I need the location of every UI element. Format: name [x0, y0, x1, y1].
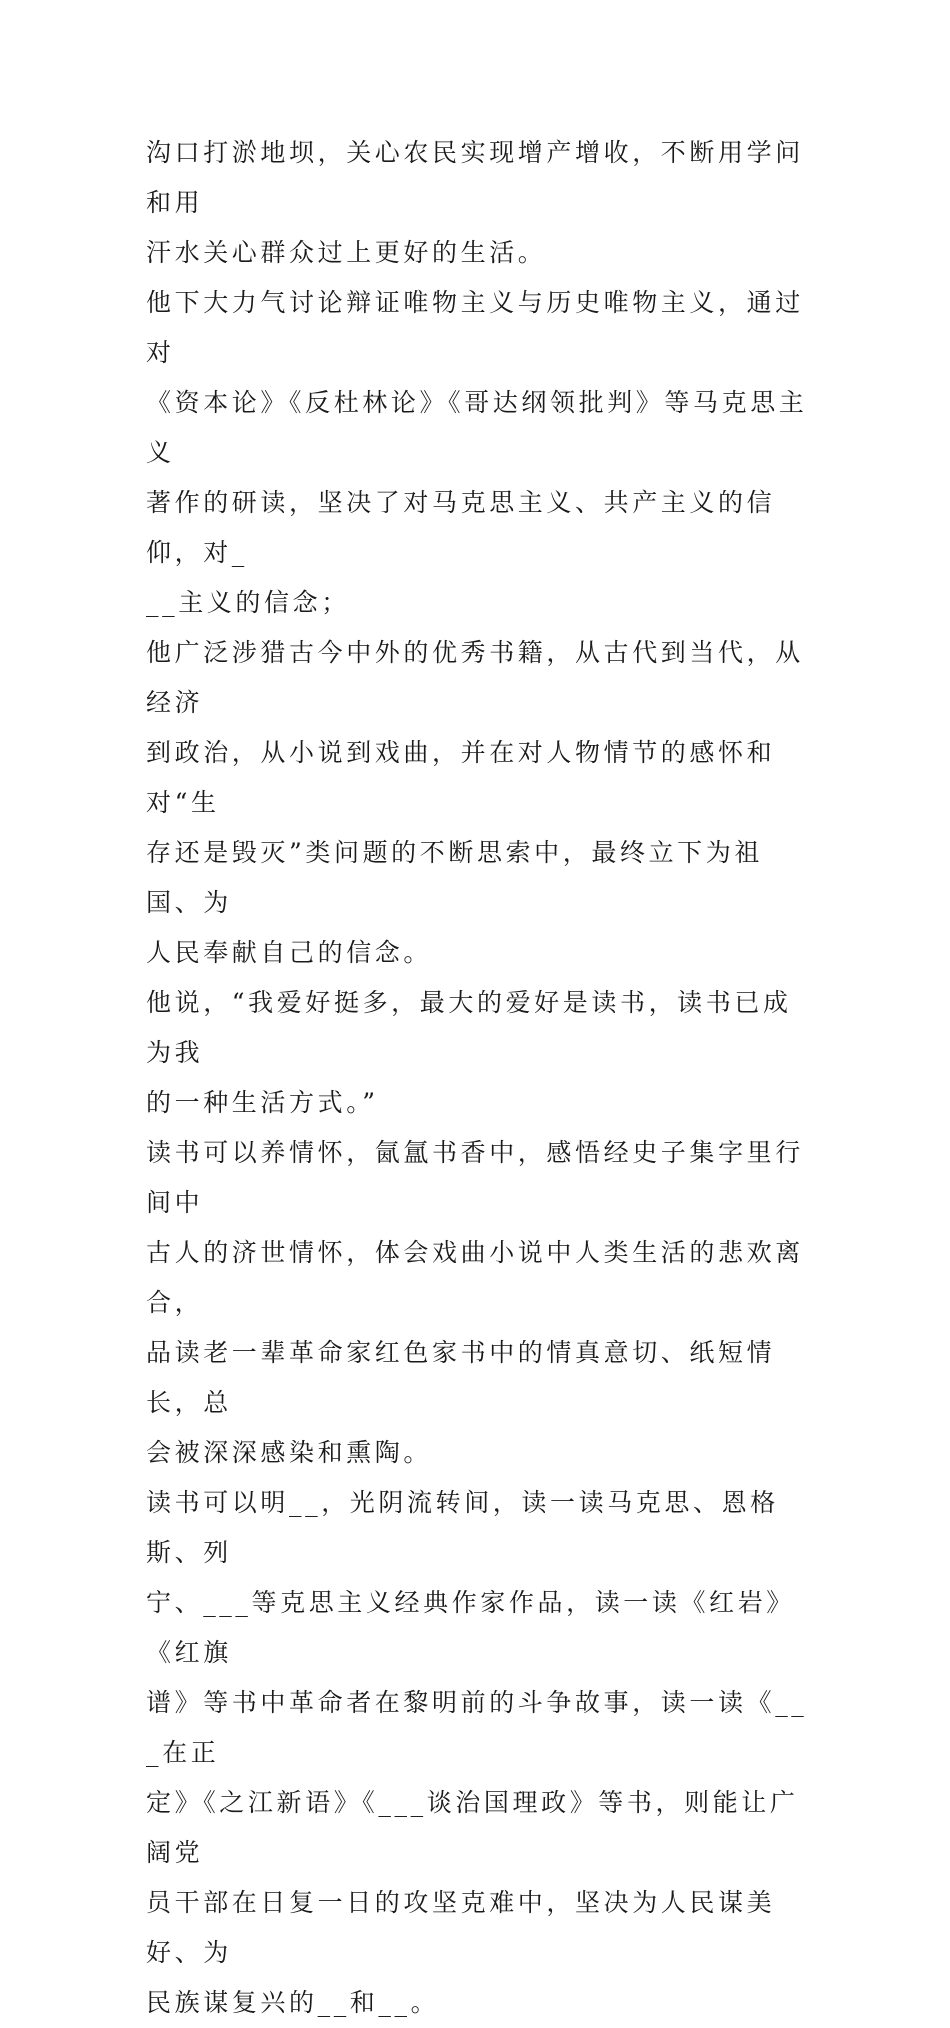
document-body: [146, 128, 810, 2028]
paragraph: 他下大力气讨论辩证唯物主义与历史唯物主义，通过对 《资本论》《反杜林论》《哥达纲领批判》等马克思主义 著作的研读，坚决了对马克思主义、共产主义的信仰，对_ __主义的信念；: [146, 288, 808, 617]
paragraph: 他广泛涉猎古今中外的优秀书籍，从古代到当代，从经济 到政治，从小说到戏曲，并在对人物情节的感怀和对“生 存还是毁灭”类问题的不断思索中，最终立下为祖国、为 人民奉献自己的信念。: [146, 638, 804, 967]
paragraph: 沟口打淤地坝，关心农民实现增产增收，不断用学问和用 汗水关心群众过上更好的生活。: [146, 138, 804, 267]
paragraph: 读书可以明__，光阴流转间，读一读马克思、恩格斯、列 宁、___等克思主义经典作家作品，读一读《红岩》《红旗 谱》等书中革命者在黎明前的斗争故事，读一读《___在正 定》《之江新语》《___谈治国理政》等书，则能让广阔党 员干部在日复一日的攻坚克难中，坚决为人民谋美好、为 民族谋复兴的__和__。: [146, 1488, 808, 2017]
paragraph: 他说，“我爱好挺多，最大的爱好是读书，读书已成为我 的一种生活方式。”: [146, 988, 792, 1117]
paragraph: 读书可以养情怀，氤氲书香中，感悟经史子集字里行间中 古人的济世情怀，体会戏曲小说中人类生活的悲欢离合， 品读老一辈革命家红色家书中的情真意切、纸短情长，总 会被深深感染和熏陶。: [146, 1138, 804, 1467]
